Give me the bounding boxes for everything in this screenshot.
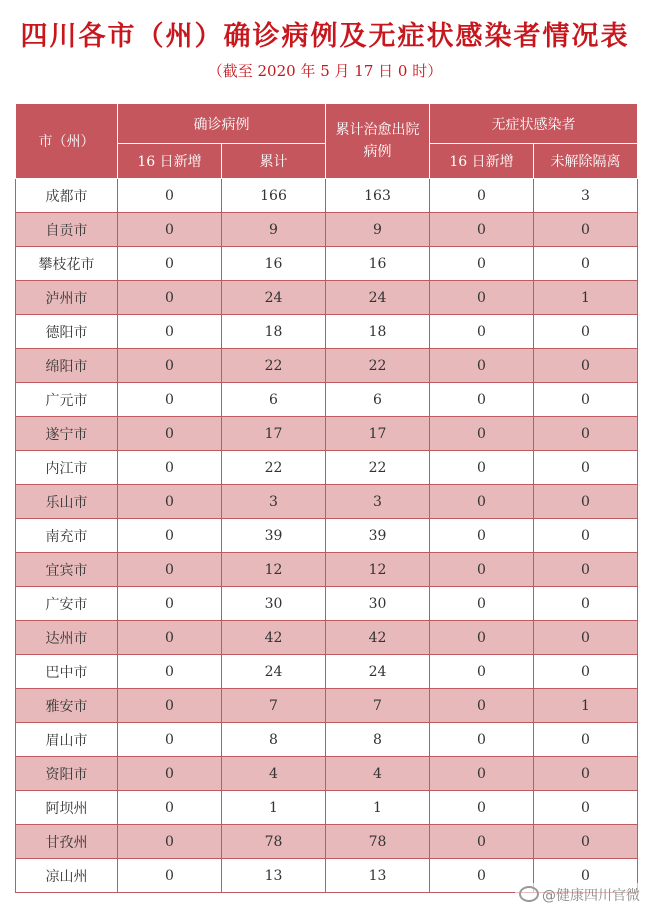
cell-city: 自贡市: [16, 213, 118, 247]
cell-asym-iso: 0: [534, 723, 638, 757]
cell-city: 广元市: [16, 383, 118, 417]
table-row: [16, 179, 638, 213]
watermark: [515, 883, 644, 907]
table-row: [16, 553, 638, 587]
cell-recovered: 24: [326, 655, 430, 689]
cell-total: 13: [222, 859, 326, 893]
header-confirmed-new: 16 日新增: [118, 144, 222, 179]
table-row: [16, 247, 638, 281]
cell-asym-iso: 0: [534, 383, 638, 417]
cell-new: 0: [118, 281, 222, 315]
cell-recovered: 16: [326, 247, 430, 281]
table-row: [16, 791, 638, 825]
cell-recovered: 17: [326, 417, 430, 451]
cell-asym-new: 0: [430, 179, 534, 213]
cell-asym-new: 0: [430, 417, 534, 451]
table-row: [16, 655, 638, 689]
cell-asym-iso: 1: [534, 689, 638, 723]
cell-asym-iso: 0: [534, 587, 638, 621]
cell-new: 0: [118, 213, 222, 247]
cell-total: 22: [222, 349, 326, 383]
cell-asym-new: 0: [430, 451, 534, 485]
cell-new: 0: [118, 723, 222, 757]
table-row: [16, 315, 638, 349]
cell-asym-iso: 0: [534, 519, 638, 553]
cell-total: 16: [222, 247, 326, 281]
cell-city: 泸州市: [16, 281, 118, 315]
cell-new: 0: [118, 791, 222, 825]
cell-asym-new: 0: [430, 757, 534, 791]
cell-asym-new: 0: [430, 213, 534, 247]
cell-city: 宜宾市: [16, 553, 118, 587]
cell-recovered: 30: [326, 587, 430, 621]
cell-city: 攀枝花市: [16, 247, 118, 281]
cell-city: 南充市: [16, 519, 118, 553]
cell-new: 0: [118, 757, 222, 791]
cell-asym-iso: 0: [534, 315, 638, 349]
cell-asym-new: 0: [430, 825, 534, 859]
cell-asym-iso: 0: [534, 553, 638, 587]
cell-recovered: 39: [326, 519, 430, 553]
cell-asym-iso: 3: [534, 179, 638, 213]
cell-asym-new: 0: [430, 553, 534, 587]
cell-city: 凉山州: [16, 859, 118, 893]
cell-asym-new: 0: [430, 281, 534, 315]
cell-total: 6: [222, 383, 326, 417]
table-row: [16, 587, 638, 621]
cell-asym-iso: 0: [534, 451, 638, 485]
cell-city: 资阳市: [16, 757, 118, 791]
cell-city: 内江市: [16, 451, 118, 485]
cell-total: 4: [222, 757, 326, 791]
cell-city: 德阳市: [16, 315, 118, 349]
cell-asym-new: 0: [430, 485, 534, 519]
cell-new: 0: [118, 689, 222, 723]
cell-new: 0: [118, 417, 222, 451]
cell-city: 乐山市: [16, 485, 118, 519]
table-row: [16, 281, 638, 315]
table-row: [16, 383, 638, 417]
cell-recovered: 3: [326, 485, 430, 519]
cell-new: 0: [118, 451, 222, 485]
cell-total: 17: [222, 417, 326, 451]
cell-recovered: 8: [326, 723, 430, 757]
statistics-table: [15, 103, 638, 893]
cell-new: 0: [118, 179, 222, 213]
cell-new: 0: [118, 349, 222, 383]
cell-recovered: 6: [326, 383, 430, 417]
cell-asym-new: 0: [430, 519, 534, 553]
cell-asym-new: 0: [430, 621, 534, 655]
cell-new: 0: [118, 519, 222, 553]
table-body: [16, 179, 638, 893]
cell-new: 0: [118, 859, 222, 893]
cell-asym-new: 0: [430, 587, 534, 621]
cell-recovered: 24: [326, 281, 430, 315]
cell-total: 12: [222, 553, 326, 587]
cell-recovered: 13: [326, 859, 430, 893]
cell-asym-new: 0: [430, 655, 534, 689]
cell-new: 0: [118, 825, 222, 859]
cell-total: 3: [222, 485, 326, 519]
cell-new: 0: [118, 485, 222, 519]
cell-city: 雅安市: [16, 689, 118, 723]
cell-total: 24: [222, 281, 326, 315]
cell-recovered: 18: [326, 315, 430, 349]
cell-recovered: 22: [326, 349, 430, 383]
cell-total: 78: [222, 825, 326, 859]
cell-new: 0: [118, 621, 222, 655]
header-recovered: [326, 104, 430, 179]
cell-asym-iso: 0: [534, 621, 638, 655]
cell-asym-new: 0: [430, 689, 534, 723]
table-row: [16, 417, 638, 451]
cell-new: 0: [118, 553, 222, 587]
cell-asym-new: 0: [430, 859, 534, 893]
header-city: 市（州）: [16, 104, 118, 179]
cell-city: 遂宁市: [16, 417, 118, 451]
cell-new: 0: [118, 247, 222, 281]
cell-total: 7: [222, 689, 326, 723]
cell-total: 8: [222, 723, 326, 757]
cell-asym-new: 0: [430, 791, 534, 825]
cell-asym-iso: 0: [534, 825, 638, 859]
cell-asym-new: 0: [430, 349, 534, 383]
cell-city: 达州市: [16, 621, 118, 655]
cell-asym-new: 0: [430, 315, 534, 349]
table-row: [16, 723, 638, 757]
header-confirmed-total: 累计: [222, 144, 326, 179]
cell-new: 0: [118, 315, 222, 349]
cell-total: 9: [222, 213, 326, 247]
cell-asym-new: 0: [430, 383, 534, 417]
cell-asym-iso: 0: [534, 791, 638, 825]
cell-asym-iso: 1: [534, 281, 638, 315]
cell-recovered: 9: [326, 213, 430, 247]
watermark-text: @健康四川官微: [542, 888, 640, 904]
cell-recovered: 1: [326, 791, 430, 825]
cell-total: 24: [222, 655, 326, 689]
table-row: [16, 519, 638, 553]
cell-city: 甘孜州: [16, 825, 118, 859]
cell-total: 18: [222, 315, 326, 349]
header-asymptomatic: 无症状感染者: [430, 104, 638, 144]
table-row: [16, 451, 638, 485]
cell-asym-new: 0: [430, 247, 534, 281]
cell-asym-iso: 0: [534, 417, 638, 451]
cell-city: 广安市: [16, 587, 118, 621]
page-subtitle: （截至 2020 年 5 月 17 日 0 时）: [207, 62, 443, 80]
table-row: [16, 825, 638, 859]
cell-asym-iso: 0: [534, 213, 638, 247]
weibo-icon: [519, 886, 539, 902]
cell-new: 0: [118, 587, 222, 621]
cell-total: 30: [222, 587, 326, 621]
cell-recovered: 42: [326, 621, 430, 655]
cell-recovered: 7: [326, 689, 430, 723]
header-confirmed: 确诊病例: [118, 104, 326, 144]
cell-city: 成都市: [16, 179, 118, 213]
cell-recovered: 22: [326, 451, 430, 485]
header-recovered-label: 累计治愈出院病例: [335, 122, 420, 160]
table-row: [16, 485, 638, 519]
cell-total: 42: [222, 621, 326, 655]
table-row: [16, 213, 638, 247]
cell-recovered: 4: [326, 757, 430, 791]
cell-city: 巴中市: [16, 655, 118, 689]
cell-recovered: 163: [326, 179, 430, 213]
table-row: [16, 621, 638, 655]
table-row: [16, 689, 638, 723]
cell-recovered: 12: [326, 553, 430, 587]
table-row: [16, 349, 638, 383]
cell-city: 阿坝州: [16, 791, 118, 825]
cell-recovered: 78: [326, 825, 430, 859]
cell-city: 绵阳市: [16, 349, 118, 383]
table-row: [16, 757, 638, 791]
cell-new: 0: [118, 383, 222, 417]
cell-asym-iso: 0: [534, 655, 638, 689]
cell-asym-iso: 0: [534, 247, 638, 281]
cell-asym-iso: 0: [534, 859, 638, 893]
cell-asym-new: 0: [430, 723, 534, 757]
cell-asym-iso: 0: [534, 485, 638, 519]
cell-total: 39: [222, 519, 326, 553]
cell-total: 22: [222, 451, 326, 485]
header-asym-isolated: 未解除隔离: [534, 144, 638, 179]
cell-total: 166: [222, 179, 326, 213]
page-title: 四川各市（州）确诊病例及无症状感染者情况表: [20, 21, 630, 52]
cell-total: 1: [222, 791, 326, 825]
cell-asym-iso: 0: [534, 757, 638, 791]
cell-city: 眉山市: [16, 723, 118, 757]
cell-asym-iso: 0: [534, 349, 638, 383]
header-asym-new: 16 日新增: [430, 144, 534, 179]
cell-new: 0: [118, 655, 222, 689]
